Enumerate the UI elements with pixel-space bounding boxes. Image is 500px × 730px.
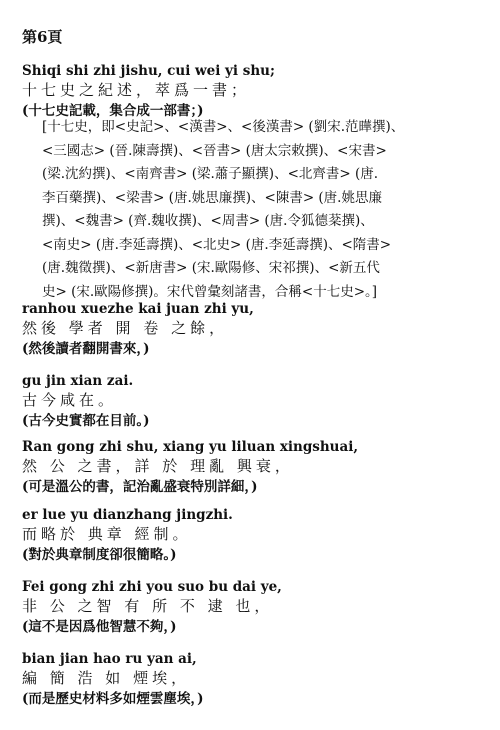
chinese-line: 古今咸在。 <box>22 391 118 409</box>
chinese-line: 非 公 之智 有 所 不 逮 也， <box>22 597 274 615</box>
chinese-line: 然 公 之書，詳 於 理亂 興衰， <box>22 457 294 475</box>
annotation-line: (梁.沈約撰)、<南齊書> (梁.蕭子顯撰)、<北齊書> (唐. <box>42 166 379 182</box>
annotation-line: 撰)、<魏書> (齊.魏收撰)、<周書> (唐.令狐德棻撰)、 <box>42 213 374 229</box>
explanation-line: (可是溫公的書，記治亂盛衰特別詳細，) <box>22 479 258 495</box>
explanation-line: (而是歷史材料多如煙雲塵埃，) <box>22 691 204 707</box>
annotation-line: 史> (宋.歐陽修撰)。宋代曾彙刻諸書，合稱<十七史>。] <box>42 283 378 300</box>
pinyin-line: Ran gong zhi shu, xiang yu liluan xingshuai, <box>22 439 359 455</box>
pinyin-line: Fei gong zhi zhi you suo bu dai ye, <box>22 579 282 595</box>
annotation-line: 李百藥撰)、<梁書> (唐.姚思廉撰)、<陳書> (唐.姚思廉 <box>42 189 382 206</box>
page-number: 第6頁 <box>22 28 63 46</box>
explanation-line: (十七史記載，集合成一部書；) <box>22 103 204 119</box>
pinyin-line: gu jin xian zai. <box>22 373 134 389</box>
annotation-line: <三國志> (晉.陳壽撰)、<晉書> (唐太宗敕撰)、<宋書> <box>42 142 387 159</box>
chinese-line: 然後 學者 開 卷 之餘， <box>22 319 229 337</box>
annotation-block <box>42 116 482 304</box>
chinese-line: 編 簡 浩 如 煙埃， <box>22 669 191 687</box>
text-section-6 <box>22 578 482 637</box>
explanation-line: (然後讀者翻開書來，) <box>22 341 150 357</box>
annotation-line: <南史> (唐.李延壽撰)、<北史> (唐.李延壽撰)、<隋書> <box>42 236 392 253</box>
explanation-line: (古今史實都在目前。) <box>22 413 150 429</box>
annotation-line: [十七史，即<史記>、<漢書>、<後漢書> (劉宋.范曄撰)、 <box>42 119 405 135</box>
explanation-line: (這不是因爲他智慧不夠，) <box>22 619 177 635</box>
pinyin-line: er lue yu dianzhang jingzhi. <box>22 507 233 523</box>
text-section-2 <box>22 300 482 359</box>
text-section-4 <box>22 438 482 497</box>
text-section-7 <box>22 650 482 709</box>
pinyin-line: Shiqi shi zhi jishu, cui wei yi shu; <box>22 63 275 79</box>
text-section-1 <box>22 62 482 121</box>
text-section-5 <box>22 506 482 565</box>
explanation-line: (對於典章制度卻很簡略。) <box>22 547 177 563</box>
text-section-3 <box>22 372 482 431</box>
pinyin-line: bian jian hao ru yan ai, <box>22 651 197 667</box>
annotation-line: (唐.魏徵撰)、<新唐書> (宋.歐陽修、宋祁撰)、<新五代 <box>42 260 380 276</box>
pinyin-line: ranhou xuezhe kai juan zhi yu, <box>22 301 254 317</box>
chinese-line: 而略於 典章 經制。 <box>22 525 192 543</box>
chinese-line: 十七史之紀述，萃爲一書； <box>22 81 251 99</box>
